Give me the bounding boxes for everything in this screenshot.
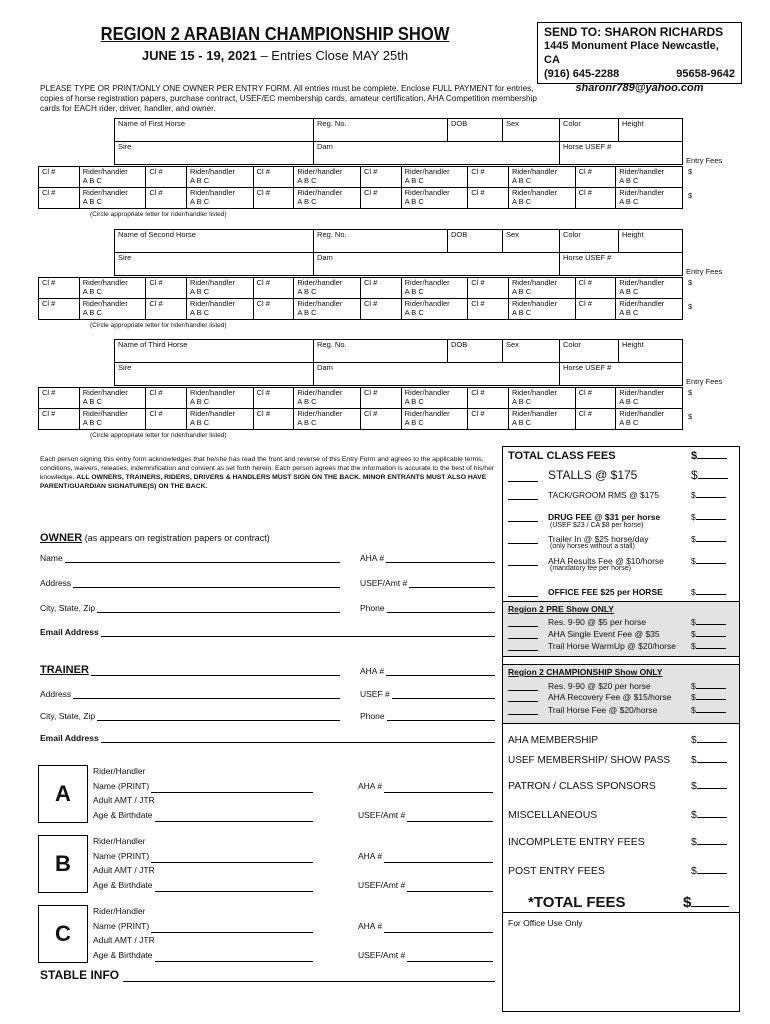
rider-name-field[interactable]: Name (PRINT): [93, 919, 313, 934]
fee-row-drug-note: (USEF $23 / CA $8 per horse): [550, 522, 644, 529]
class-number-field[interactable]: Cl #: [39, 167, 80, 188]
rider-handler-choice[interactable]: Rider/handler A B C: [187, 188, 254, 209]
class-number-field[interactable]: Cl #: [360, 388, 401, 409]
horse-name-field[interactable]: Name of Second Horse: [115, 230, 314, 253]
circle-note: (Circle appropriate letter for rider/handler listed): [90, 211, 227, 218]
rider-handler-choice[interactable]: Rider/handler A B C: [401, 299, 468, 320]
rider-name-field[interactable]: Name (PRINT): [93, 849, 313, 864]
owner-heading: OWNER (as appears on registration papers or contract): [40, 532, 270, 544]
fee-row-aha-results-note: (mandatory fee per horse): [550, 565, 631, 572]
entry-fee-field[interactable]: $: [688, 302, 693, 311]
horse-usef-field[interactable]: Horse USEF #: [560, 142, 683, 165]
class-number-field[interactable]: Cl #: [468, 167, 509, 188]
color-field[interactable]: Color: [560, 340, 619, 363]
fee-row-tack[interactable]: TACK/GROOM RMS @ $175 $: [508, 488, 733, 500]
rider-aha-field[interactable]: AHA #: [358, 919, 493, 934]
rider-handler-choice[interactable]: Rider/handler A B C: [508, 388, 575, 409]
class-number-field[interactable]: Cl #: [575, 388, 616, 409]
class-number-field[interactable]: Cl #: [468, 299, 509, 320]
entry-fee-field[interactable]: $: [688, 191, 693, 200]
rider-letter-box: A: [38, 765, 88, 823]
height-field[interactable]: Height: [619, 340, 683, 363]
sex-field[interactable]: Sex: [503, 340, 560, 363]
rider-usef-field[interactable]: USEF/Amt #: [358, 878, 493, 893]
rider-handler-choice[interactable]: Rider/handler A B C: [401, 409, 468, 430]
rider-handler-choice[interactable]: Rider/handler A B C: [616, 409, 683, 430]
rider-adult-amt[interactable]: Adult AMT / JTR: [93, 795, 155, 805]
agreement-bold: ALL OWNERS, TRAINERS, RIDERS, DRIVERS & HANDLERS MUST SIGN ON THE BACK. MINOR ENTRANTS MUST ALSO HAVE PARENT/GUARDIAN SIGNATURE(S) ON THE BACK.: [40, 474, 487, 490]
horse-usef-field[interactable]: Horse USEF #: [560, 363, 683, 386]
rider-handler-choice[interactable]: Rider/handler A B C: [187, 409, 254, 430]
rider-handler-choice[interactable]: Rider/handler A B C: [79, 299, 146, 320]
rider-handler-choice[interactable]: Rider/handler A B C: [79, 188, 146, 209]
total-fees-row[interactable]: *TOTAL FEES $: [508, 893, 733, 911]
rider-handler-choice[interactable]: Rider/handler A B C: [294, 299, 361, 320]
sire-field[interactable]: Sire: [115, 363, 314, 386]
rider-handler-choice[interactable]: Rider/handler A B C: [508, 167, 575, 188]
circle-note: (Circle appropriate letter for rider/handler listed): [90, 432, 227, 439]
rider-adult-amt[interactable]: Adult AMT / JTR: [93, 865, 155, 875]
rider-handler-choice[interactable]: Rider/handler A B C: [616, 188, 683, 209]
dam-field[interactable]: Dam: [314, 253, 560, 276]
office-use-divider: [502, 912, 740, 913]
entry-fee-field[interactable]: $: [688, 412, 693, 421]
send-to-email: sharonr789@yahoo.com: [575, 82, 704, 94]
rider-handler-choice[interactable]: Rider/handler A B C: [616, 299, 683, 320]
rider-handler-choice[interactable]: Rider/handler A B C: [187, 388, 254, 409]
rider-handler-choice[interactable]: Rider/handler A B C: [79, 167, 146, 188]
send-to-phone: (916) 645-2288: [544, 68, 620, 80]
rider-handler-choice[interactable]: Rider/handler A B C: [616, 388, 683, 409]
fee-row-misc[interactable]: MISCELLANEOUS $: [508, 808, 733, 821]
class-rows-1: [38, 166, 683, 209]
class-number-field[interactable]: Cl #: [146, 299, 187, 320]
entry-fees-label: Entry Fees: [686, 377, 723, 386]
class-number-field[interactable]: Cl #: [253, 278, 294, 299]
rider-handler-choice[interactable]: Rider/handler A B C: [616, 278, 683, 299]
form-title: REGION 2 ARABIAN CHAMPIONSHIP SHOW: [100, 24, 450, 44]
class-number-field[interactable]: Cl #: [468, 388, 509, 409]
fee-row-pre-res[interactable]: Res. 9-90 @ $5 per horse $: [508, 615, 733, 627]
fee-row-pre-aha[interactable]: AHA Single Event Fee @ $35 $: [508, 627, 733, 639]
rider-handler-choice[interactable]: Rider/handler A B C: [187, 299, 254, 320]
owner-address-field[interactable]: Address: [40, 578, 340, 588]
rider-handler-choice[interactable]: Rider/handler A B C: [616, 167, 683, 188]
class-rows-3: [38, 387, 683, 430]
sex-field[interactable]: Sex: [503, 230, 560, 253]
horse-name-field[interactable]: Name of Third Horse: [115, 340, 314, 363]
fee-row-patron[interactable]: PATRON / CLASS SPONSORS $: [508, 779, 733, 792]
agreement-body: Each person signing this entry form acknowledges that he/she has read the front and reverse of this Entry Form and agrees to the applicable terms, conditions, waivers, releases, indemnification and consent as set forth herein. Each person agrees that the information is accurate to the best of his/her knowledge.: [40, 456, 495, 481]
rider-handler-choice[interactable]: Rider/handler A B C: [508, 409, 575, 430]
class-number-field[interactable]: Cl #: [468, 188, 509, 209]
owner-note: (as appears on registration papers or contract): [84, 533, 270, 543]
trainer-phone-field[interactable]: Phone: [360, 711, 495, 721]
horse-usef-field[interactable]: Horse USEF #: [560, 253, 683, 276]
class-number-field[interactable]: Cl #: [360, 167, 401, 188]
owner-name-field[interactable]: Name: [40, 553, 340, 563]
rider-age-field[interactable]: Age & Birthdate: [93, 808, 313, 823]
fee-row-champ-res[interactable]: Res. 9-90 @ $20 per horse $: [508, 679, 733, 691]
trainer-usef-field[interactable]: USEF #: [360, 689, 495, 699]
rider-handler-choice[interactable]: Rider/handler A B C: [401, 388, 468, 409]
owner-email-field[interactable]: Email Address: [40, 627, 495, 637]
rider-handler-choice[interactable]: Rider/handler A B C: [294, 278, 361, 299]
fee-row-champ-trail[interactable]: Trail Horse Fee @ $20/horse $: [508, 703, 733, 715]
dates: JUNE 15 - 19, 2021: [141, 48, 257, 63]
class-number-field[interactable]: Cl #: [360, 299, 401, 320]
entry-fee-field[interactable]: $: [688, 388, 693, 397]
height-field[interactable]: Height: [619, 119, 683, 142]
class-number-field[interactable]: Cl #: [39, 409, 80, 430]
class-number-field[interactable]: Cl #: [575, 299, 616, 320]
trainer-city-field[interactable]: City, State, Zip: [40, 711, 340, 721]
class-number-field[interactable]: Cl #: [468, 278, 509, 299]
reg-no-field[interactable]: Reg. No.: [314, 340, 448, 363]
rider-handler-choice[interactable]: Rider/handler A B C: [508, 278, 575, 299]
class-number-field[interactable]: Cl #: [575, 278, 616, 299]
fee-row-stalls[interactable]: STALLS @ $175 $: [508, 468, 733, 482]
dob-field[interactable]: DOB: [448, 340, 503, 363]
fee-row-aha-membership[interactable]: AHA MEMBERSHIP $: [508, 733, 733, 746]
send-to-address: 1445 Monument Place Newcastle, CA: [544, 40, 719, 66]
class-number-field[interactable]: Cl #: [39, 278, 80, 299]
owner-phone-field[interactable]: Phone: [360, 603, 495, 613]
fee-row-office[interactable]: OFFICE FEE $25 per HORSE $: [508, 585, 733, 597]
rider-letter-box: C: [38, 905, 88, 963]
horse-table-3: [38, 339, 683, 386]
rider-handler-choice[interactable]: Rider/handler A B C: [401, 167, 468, 188]
fee-row-post[interactable]: POST ENTRY FEES $: [508, 864, 733, 877]
dam-field[interactable]: Dam: [314, 363, 560, 386]
class-number-field[interactable]: Cl #: [468, 409, 509, 430]
fee-row-trailer-note: (only horses without a stall): [550, 543, 635, 550]
class-number-field[interactable]: Cl #: [360, 409, 401, 430]
circle-note: (Circle appropriate letter for rider/handler listed): [90, 322, 227, 329]
rider-handler-choice[interactable]: Rider/handler A B C: [294, 388, 361, 409]
class-number-field[interactable]: Cl #: [146, 388, 187, 409]
total-class-fees-row[interactable]: TOTAL CLASS FEES $: [508, 449, 733, 462]
rider-name-field[interactable]: Name (PRINT): [93, 779, 313, 794]
rider-age-field[interactable]: Age & Birthdate: [93, 948, 313, 963]
class-number-field[interactable]: Cl #: [575, 409, 616, 430]
class-number-field[interactable]: Cl #: [39, 388, 80, 409]
rider-handler-choice[interactable]: Rider/handler A B C: [508, 188, 575, 209]
rider-usef-field[interactable]: USEF/Amt #: [358, 808, 493, 823]
class-number-field[interactable]: Cl #: [253, 167, 294, 188]
fee-row-usef-membership[interactable]: USEF MEMBERSHIP/ SHOW PASS $: [508, 753, 733, 766]
class-number-field[interactable]: Cl #: [146, 278, 187, 299]
class-number-field[interactable]: Cl #: [253, 299, 294, 320]
rider-letter-box: B: [38, 835, 88, 893]
class-rows-2: [38, 277, 683, 320]
entry-fees-label: Entry Fees: [686, 267, 723, 276]
sex-field[interactable]: Sex: [503, 119, 560, 142]
show-dates: [40, 48, 510, 63]
rider-handler-choice[interactable]: Rider/handler A B C: [79, 388, 146, 409]
fee-row-pre-show[interactable]: Region 2 PRE Show ONLY: [508, 604, 614, 614]
entries-close: – Entries Close MAY 25th: [260, 48, 409, 63]
rider-handler-choice[interactable]: Rider/handler A B C: [401, 188, 468, 209]
trainer-aha-field[interactable]: AHA #: [360, 664, 495, 676]
rider-age-field[interactable]: Age & Birthdate: [93, 878, 313, 893]
fee-row-champ[interactable]: Region 2 CHAMPIONSHIP Show ONLY: [508, 667, 663, 677]
class-number-field[interactable]: Cl #: [39, 299, 80, 320]
rider-block: Rider/Handler Name (PRINT) AHA # Adult AMT / JTR Age & Birthdate USEF/Amt #: [93, 904, 493, 962]
rider-handler-choice[interactable]: Rider/handler A B C: [79, 409, 146, 430]
fee-row-pre-trail[interactable]: Trail Horse WarmUp @ $20/horse $: [508, 639, 733, 651]
dob-field[interactable]: DOB: [448, 230, 503, 253]
class-number-field[interactable]: Cl #: [39, 188, 80, 209]
fee-row-incomplete[interactable]: INCOMPLETE ENTRY FEES $: [508, 835, 733, 848]
dob-field[interactable]: DOB: [448, 119, 503, 142]
rider-handler-choice[interactable]: Rider/handler A B C: [294, 188, 361, 209]
office-use-label: For Office Use Only: [508, 918, 583, 928]
rider-usef-field[interactable]: USEF/Amt #: [358, 948, 493, 963]
horse-table-2: [38, 229, 683, 276]
rider-handler-choice[interactable]: Rider/handler A B C: [294, 409, 361, 430]
send-to-box: [537, 22, 742, 94]
class-number-field[interactable]: Cl #: [146, 409, 187, 430]
trainer-email-field[interactable]: Email Address: [40, 733, 495, 743]
reg-no-field[interactable]: Reg. No.: [314, 119, 448, 142]
owner-city-field[interactable]: City, State, Zip: [40, 603, 340, 613]
stable-info-field[interactable]: STABLE INFO: [40, 968, 495, 982]
class-number-field[interactable]: Cl #: [253, 188, 294, 209]
fee-row-trailer[interactable]: Trailer In @ $25 horse/day $: [508, 532, 733, 544]
trainer-name-field[interactable]: TRAINER: [40, 664, 340, 676]
rider-handler-choice[interactable]: Rider/handler A B C: [401, 278, 468, 299]
rider-handler-choice[interactable]: Rider/handler A B C: [187, 167, 254, 188]
class-number-field[interactable]: Cl #: [575, 188, 616, 209]
rider-handler-choice[interactable]: Rider/handler A B C: [294, 167, 361, 188]
sire-field[interactable]: Sire: [115, 142, 314, 165]
reg-no-field[interactable]: Reg. No.: [314, 230, 448, 253]
class-number-field[interactable]: Cl #: [360, 278, 401, 299]
send-to-zip: 95658-9642: [676, 68, 735, 80]
owner-aha-field[interactable]: AHA #: [360, 553, 495, 563]
dam-field[interactable]: Dam: [314, 142, 560, 165]
instructions: PLEASE TYPE OR PRINT/ONLY ONE OWNER PER ENTRY FORM. All entries must be complete. Enclose FULL PAYMENT for entries, copies of horse registration papers, purchase contract, USEF/EC membership cards, amateur certification, AHA Competition membership cards for EACH rider, driver, handler, and owner.: [40, 84, 537, 113]
agreement-text: [40, 455, 500, 491]
color-field[interactable]: Color: [560, 230, 619, 253]
trainer-address-field[interactable]: Address: [40, 689, 340, 699]
rider-handler-choice[interactable]: Rider/handler A B C: [508, 299, 575, 320]
rider-aha-field[interactable]: AHA #: [358, 849, 493, 864]
rider-block: Rider/Handler Name (PRINT) AHA # Adult AMT / JTR Age & Birthdate USEF/Amt #: [93, 764, 493, 822]
class-number-field[interactable]: Cl #: [575, 167, 616, 188]
class-number-field[interactable]: Cl #: [146, 188, 187, 209]
rider-adult-amt[interactable]: Adult AMT / JTR: [93, 935, 155, 945]
send-to-label: SEND TO: SHARON RICHARDS: [544, 25, 724, 39]
class-number-field[interactable]: Cl #: [253, 388, 294, 409]
entry-fee-field[interactable]: $: [688, 167, 693, 176]
entry-fee-field[interactable]: $: [688, 278, 693, 287]
class-number-field[interactable]: Cl #: [146, 167, 187, 188]
sire-field[interactable]: Sire: [115, 253, 314, 276]
class-number-field[interactable]: Cl #: [253, 409, 294, 430]
fee-row-aha-results[interactable]: AHA Results Fee @ $10/horse $: [508, 554, 733, 566]
horse-name-field[interactable]: Name of First Horse: [115, 119, 314, 142]
owner-usef-field[interactable]: USEF/Amt #: [360, 578, 495, 588]
rider-aha-field[interactable]: AHA #: [358, 779, 493, 794]
rider-handler-choice[interactable]: Rider/handler A B C: [79, 278, 146, 299]
rider-handler-choice[interactable]: Rider/handler A B C: [187, 278, 254, 299]
horse-table-1: [38, 118, 683, 165]
color-field[interactable]: Color: [560, 119, 619, 142]
rider-block: Rider/Handler Name (PRINT) AHA # Adult AMT / JTR Age & Birthdate USEF/Amt #: [93, 834, 493, 892]
entry-fees-label: Entry Fees: [686, 156, 723, 165]
fee-row-champ-aha[interactable]: AHA Recovery Fee @ $15/horse $: [508, 690, 733, 702]
class-number-field[interactable]: Cl #: [360, 188, 401, 209]
height-field[interactable]: Height: [619, 230, 683, 253]
fee-row-drug[interactable]: DRUG FEE @ $31 per horse $: [508, 510, 733, 522]
